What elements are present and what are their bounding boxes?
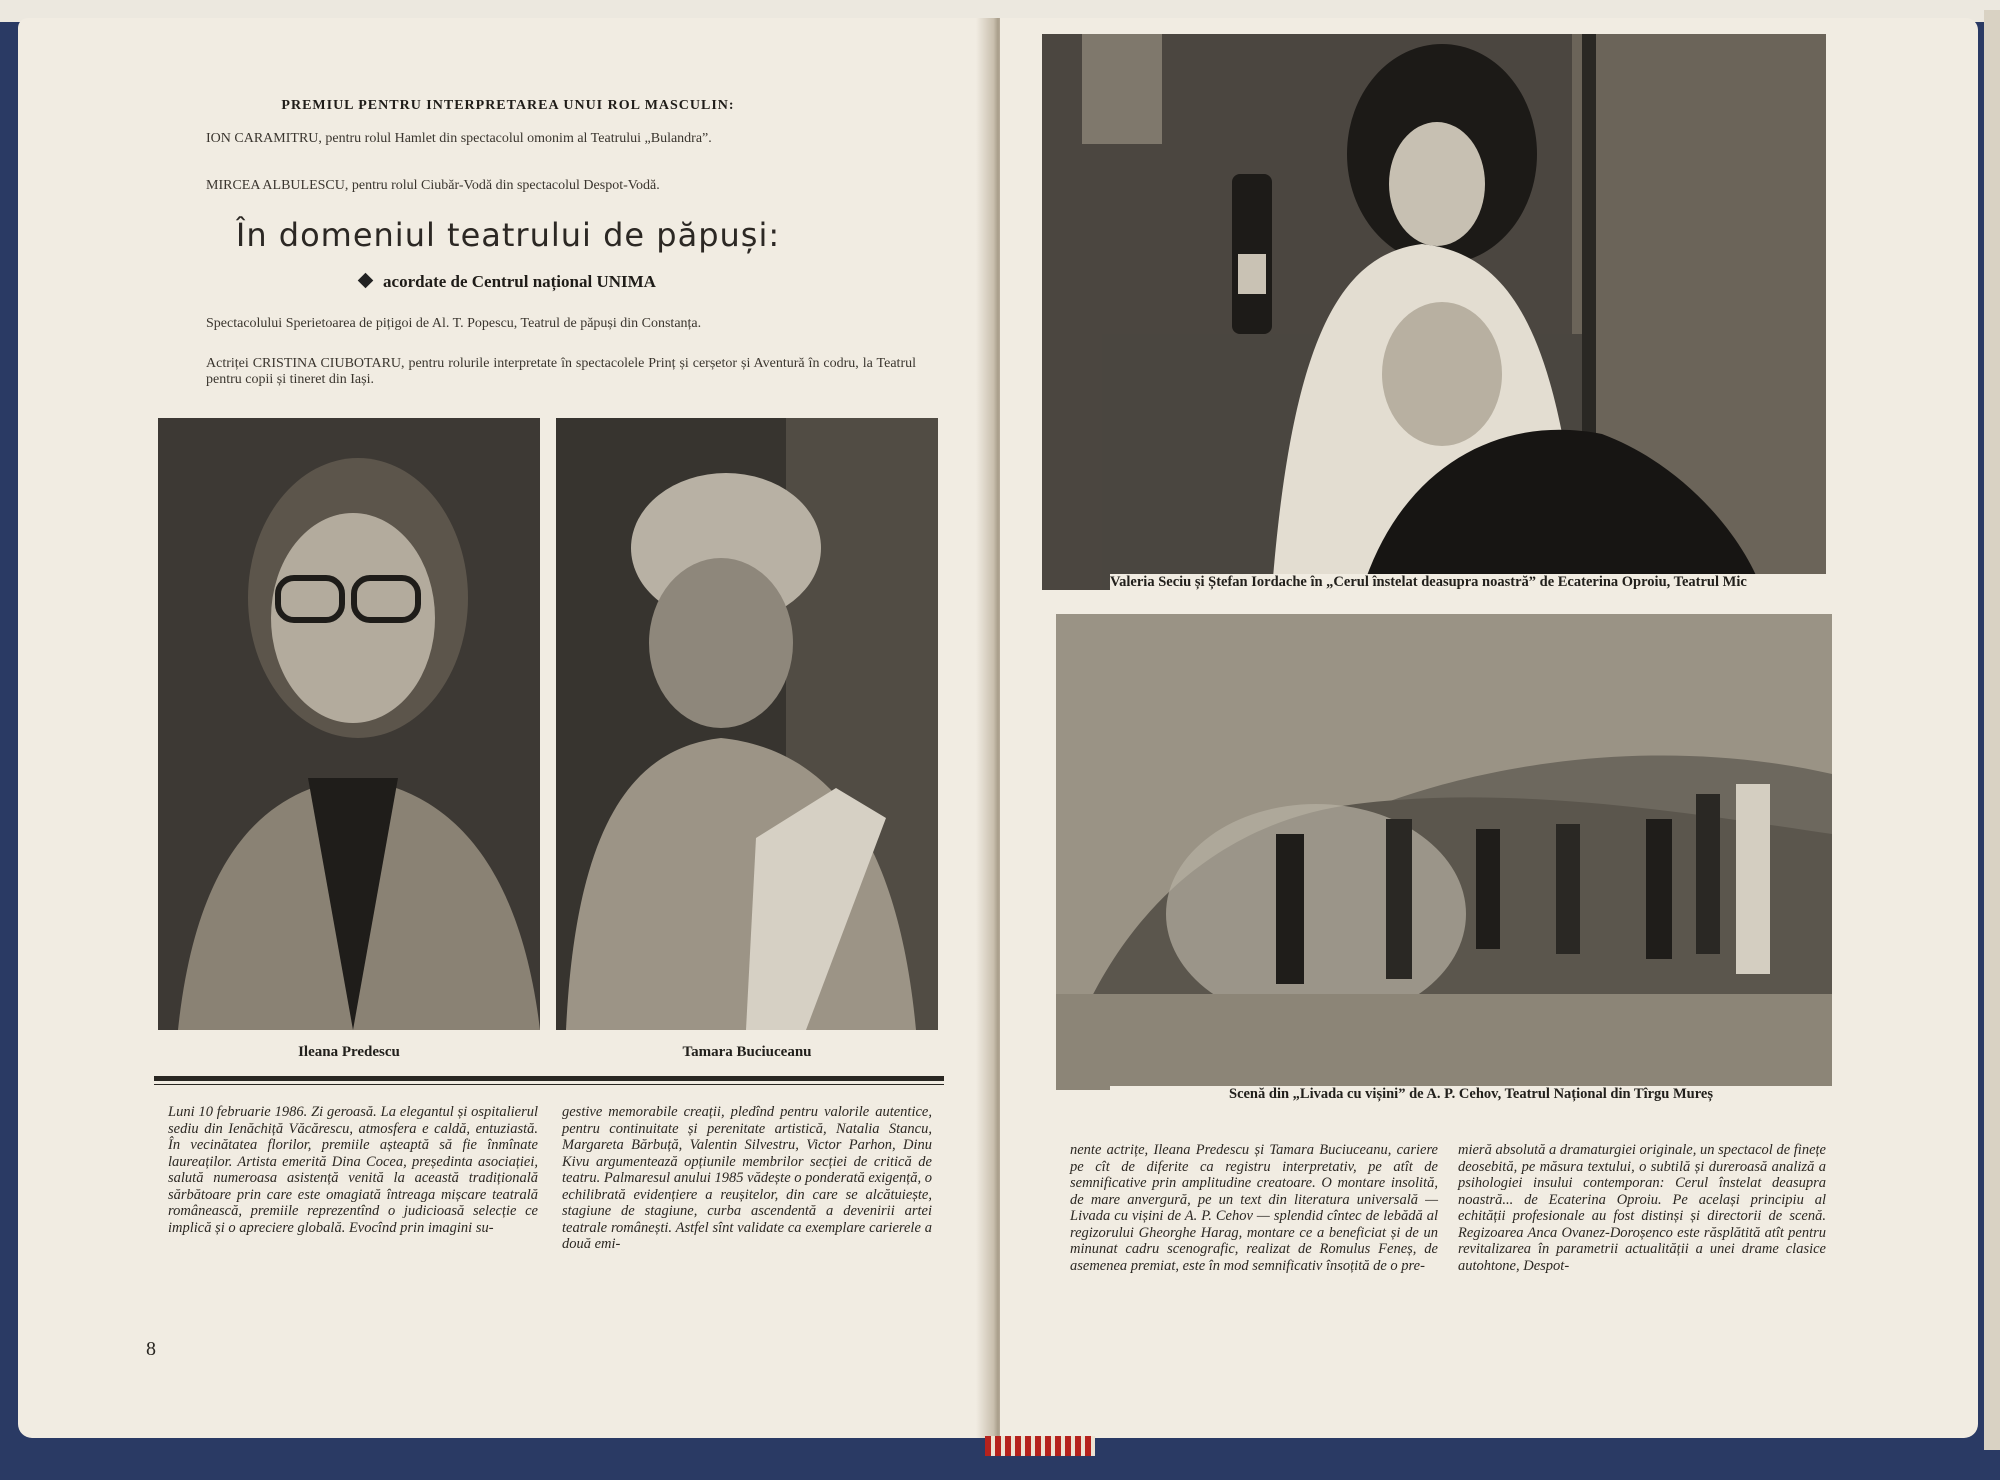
award-line-albulescu: MIRCEA ALBULESCU, pentru rolul Ciubăr-Vodă din spectacolul Despot-Vodă. [206, 178, 660, 193]
photo2-caption: Tamara Buciuceanu [682, 1044, 812, 1060]
award-heading: PREMIUL PENTRU INTERPRETAREA UNUI ROL MASCULIN: [281, 98, 735, 113]
section-subtitle: acordate de Centrul național UNIMA [383, 272, 656, 291]
section-title: În domeniul teatrului de păpuși: [235, 216, 781, 254]
photo-top-caption: Valeria Seciu și Ștefan Iordache în „Cerul înstelat deasupra noastră” de Ecaterina Oproiu, Teatrul Mic [1110, 574, 1832, 590]
photo-tamara-buciuceanu [556, 418, 938, 1030]
left-page [18, 18, 996, 1438]
award-line-caramitru: ION CARAMITRU, pentru rolul Hamlet din spectacolul omonim al Teatrului „Bulandra”. [206, 131, 712, 146]
bookmark-ribbon [985, 1436, 1095, 1456]
divider-rule [154, 1076, 944, 1081]
right-page [1000, 18, 1978, 1438]
article-column-1: Luni 10 februarie 1986. Zi geroasă. La elegantul și ospitalierul sediu din Ienăchiță Văcărescu, atmosfera e caldă, entuziastă. În vecinătatea florilor, premiile așteaptă să fie înmînate laureaților. Artista emerită Dina Cocea, președinta asociației, salută numeroasa asistență venită la această tradițională sărbătoare prin care este omagiată întreaga mișcare teatrală românească, premiile reprezentînd o judicioasă selecție ce implică și o apreciere globală. Evocînd prin imagini su- [168, 1104, 538, 1236]
photo1-caption: Ileana Predescu [298, 1044, 400, 1060]
diamond-bullet-icon [358, 273, 374, 289]
photo-bottom-caption: Scenă din „Livada cu vișini” de A. P. Cehov, Teatrul Național din Tîrgu Mureș [1110, 1086, 1832, 1102]
unima-para-1: Spectacolului Sperietoarea de pițigoi de Al. T. Popescu, Teatrul de păpuși din Constanța. [206, 316, 702, 331]
section-subtitle-row [148, 272, 868, 292]
book-cover-right-edge [1984, 10, 2000, 1450]
page-number: 8 [146, 1338, 156, 1360]
article-column-3: nente actrițe, Ileana Predescu și Tamara Buciuceanu, cariere pe cît de diferite ca registru interpretativ, pe atît de semnificative prin amplitudine creatoare. O montare insolită, de mare anvergură, pe un text din literatura universală — Livada cu vișini de A. P. Cehov — splendid cîntec de lebădă al regizorului Gheorghe Harag, montare ce a beneficiat și de un minunat cadru scenografic, realizat de Romulus Feneș, de asemenea premiat, este în mod semnificativ însoțită de o pre- [1070, 1142, 1438, 1274]
photo-cerul-instelat [1042, 34, 1826, 590]
photo-ileana-predescu [158, 418, 540, 1030]
photo-livada-cu-visini [1056, 614, 1832, 1090]
divider-rule-thin [154, 1084, 944, 1085]
article-column-4: mieră absolută a dramaturgiei originale, un spectacol de finețe deosebită, pe măsura textului, o subtilă și dureroasă analiză a psihologiei insului contemporan: Cerul înstelat deasupra noastră... de Ecaterina Oproiu. Pe același principiu al echității profesionale au fost distinși și directorii de scenă. Regizoarea Anca Ovanez-Doroșenco este răsplătită atît pentru revitalizarea în parametrii actualității a unei drame clasice autohtone, Despot- [1458, 1142, 1826, 1274]
unima-para-2: Actriței CRISTINA CIUBOTARU, pentru rolurile interpretate în spectacolele Prinț și cerșetor și Aventură în codru, la Teatrul pentru copii și tineret din Iași. [206, 356, 916, 387]
article-column-2: gestive memorabile creații, pledînd pentru valorile autentice, pentru continuitate și perenitate artistică, Natalia Stancu, Margareta Bărbuță, Valentin Silvestru, Victor Parhon, Dinu Kivu argumentează opțiunile membrilor secției de critică de teatru. Palmaresul anului 1985 vădește o ponderată exigență, o echilibrată evidențiere a reușitelor, din care se alcătuiește, stagiune de stagiune, curba ascendentă a devenirii artei teatrale românești. Astfel sînt validate ca exemplare carierele a două emi- [562, 1104, 932, 1252]
